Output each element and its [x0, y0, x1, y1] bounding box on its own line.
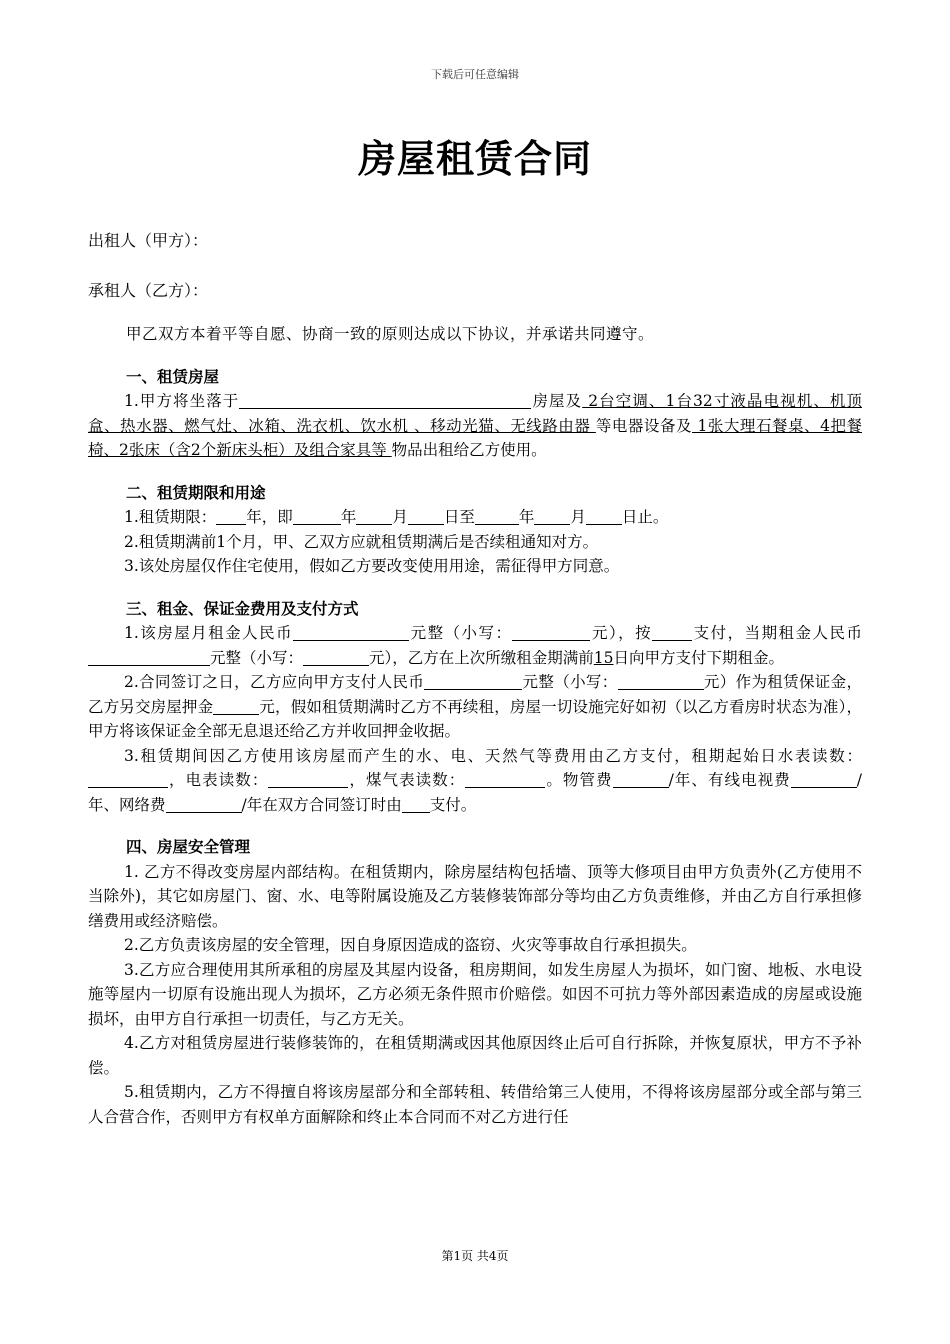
contract-body — [88, 322, 862, 1129]
end-year-blank — [475, 508, 519, 525]
lessee-label: 承租人（乙方）： — [88, 281, 209, 300]
text: /年、网络费 — [88, 771, 862, 814]
cable-tv-fee-blank — [791, 771, 857, 788]
text: 年 — [340, 508, 357, 526]
text: 元），乙方在上次所缴租金期满前 — [369, 648, 594, 667]
text: 日止。 — [621, 508, 669, 526]
text: 月 — [392, 508, 408, 526]
start-year-blank — [293, 508, 341, 525]
start-day-blank — [408, 508, 444, 525]
text: 元整（小写： — [522, 673, 618, 691]
lessor-label: 出租人（甲方）： — [88, 231, 209, 250]
section-3-para-2 — [88, 670, 862, 744]
section-4 — [88, 835, 862, 1129]
start-month-blank — [356, 508, 392, 525]
current-rent-blank — [88, 649, 210, 666]
water-meter-blank — [88, 771, 168, 788]
current-rent-figure-blank — [303, 649, 369, 666]
text: 年 — [518, 508, 535, 526]
address-blank — [239, 392, 531, 409]
electric-meter-blank — [268, 771, 348, 788]
intro-paragraph: 甲乙双方本着平等自愿、协商一致的原则达成以下协议，并承诺共同遵守。 — [126, 325, 655, 343]
text: 支付。 — [429, 795, 477, 814]
section-3-para-3 — [88, 744, 862, 818]
text: 元）作为租赁保证金，乙方另交房屋押金 — [88, 673, 862, 716]
deposit-blank — [424, 673, 522, 690]
text: 物品出租给乙方使用。 — [391, 441, 547, 459]
section-4-para-5: 5.租赁期内，乙方不得擅自将该房屋部分和全部转租、转借给第三人使用，不得将该房屋部分或全部与第三人合营合作，否则甲方有权单方面解除和终止本合同而不对乙方进行任 — [88, 1083, 862, 1126]
section-1-heading: 一、租赁房屋 — [126, 367, 220, 386]
section-3-heading: 三、租金、保证金费用及支付方式 — [126, 599, 359, 618]
end-month-blank — [534, 508, 570, 525]
text: 元，假如租赁期满时乙方不再续租，房屋一切设施完好如初（以乙方看房时状态为准），甲方将该保证金全部无息退还给乙方并收回押金收据。 — [88, 697, 862, 740]
section-2-heading: 二、租赁期限和用途 — [126, 483, 266, 502]
text: 元），按 — [590, 624, 653, 642]
section-4-para-4: 4.乙方对租赁房屋进行装修装饰的，在租赁期满或因其他原因终止后可自行拆除，并恢复原状，甲方不予补偿。 — [88, 1034, 862, 1077]
section-3-para-1 — [88, 621, 862, 670]
text: 1.甲方将坐落于 — [124, 392, 240, 410]
text: 支付，当期租金人民币 — [692, 624, 862, 642]
gas-meter-blank — [465, 771, 545, 788]
section-3 — [88, 597, 862, 818]
text: /年、有线电视费 — [668, 771, 791, 789]
text: ，煤气表读数： — [348, 771, 466, 789]
section-2-para-2: 2.租赁期满前1个月，甲、乙双方应就租赁期满后是否续租通知对方。 — [124, 532, 599, 551]
house-deposit-blank — [213, 698, 259, 715]
section-2 — [88, 481, 862, 579]
text: 房屋及 — [531, 392, 583, 410]
end-day-blank — [586, 508, 622, 525]
text: 月 — [570, 508, 586, 526]
monthly-rent-blank — [293, 624, 409, 641]
deposit-figure-blank — [618, 673, 704, 690]
header-note: 下载后可任意编辑 — [431, 68, 519, 81]
page-footer: 第1页 共4页 — [441, 1249, 509, 1263]
text: 元整（小写： — [210, 648, 304, 667]
text: 。物管费 — [545, 771, 613, 789]
page-title: 房屋租赁合同 — [357, 137, 592, 181]
section-4-para-3: 3.乙方应合理使用其所承租的房屋及其屋内设备，租房期间，如发生房屋人为损坏，如门窗、地板、水电设施等屋内一切原有设施出现人为损坏，乙方必须无条件照市价赔偿。如因不可抗力等外部因素造成的房屋或设施损坏，由甲方自行承担一切责任，与乙方无关。 — [88, 960, 862, 1028]
text: 日至 — [443, 508, 475, 526]
text: 等电器设备及 — [595, 416, 693, 435]
text: 3.租赁期间因乙方使用该房屋而产生的水、电、天然气等费用由乙方支付，租期起始日水表读数： — [124, 746, 862, 765]
appliances-list: 2台空调、1台32寸液晶电视机、机顶盒、热水器、燃气灶、冰箱、洗衣机、饮水机 、移动光猫、无线路由器 — [88, 392, 862, 435]
text: /年在双方合同签订时由 — [241, 795, 402, 814]
text: 1.该房屋月租金人民币 — [124, 624, 294, 642]
furniture-list: 1张大理石餐桌、4把餐椅、2张床（含2个新床头柜）及组合家具等 — [88, 416, 862, 459]
payer-blank — [402, 796, 430, 813]
section-1-para-1 — [88, 389, 862, 463]
section-2-para-3: 3.该处房屋仅作住宅使用，假如乙方要改变使用用途，需征得甲方同意。 — [124, 557, 620, 575]
text: 日向甲方支付下期租金。 — [613, 648, 785, 667]
payment-days: 15 — [593, 648, 614, 667]
section-4-heading: 四、房屋安全管理 — [126, 838, 251, 856]
text: ，电表读数： — [168, 771, 269, 789]
section-4-para-2: 2.乙方负责该房屋的安全管理，因自身原因造成的盗窃、火灾等事故自行承担损失。 — [124, 936, 697, 954]
monthly-rent-figure-blank — [512, 624, 590, 641]
section-1 — [88, 365, 862, 463]
section-4-para-1: 1. 乙方不得改变房屋内部结构。在租赁期内，除房屋结构包括墙、顶等大修项目由甲方负责外(乙方使用不当除外)，其它如房屋门、窗、水、电等附属设施及乙方装修装饰部分等均由乙方负责维修，并由乙方自行承担修缮费用或经济赔偿。 — [88, 862, 862, 930]
property-fee-blank — [613, 771, 669, 788]
text: 1.租赁期限： — [124, 508, 217, 526]
internet-fee-blank — [166, 796, 242, 813]
payment-period-blank — [652, 624, 692, 641]
term-years-blank — [216, 508, 246, 525]
text: 年，即 — [246, 508, 293, 526]
text: 元整（小写： — [409, 624, 513, 642]
section-2-para-1 — [88, 505, 862, 530]
text: 2.合同签订之日，乙方应向甲方支付人民币 — [124, 673, 425, 691]
